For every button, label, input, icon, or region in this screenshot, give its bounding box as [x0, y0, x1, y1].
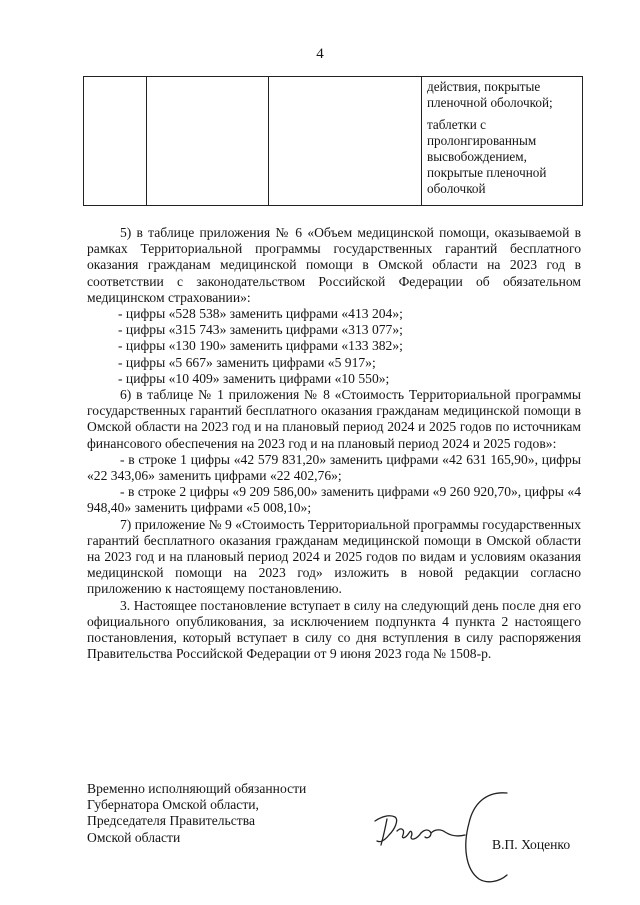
signer-position-line: Председателя Правительства: [87, 813, 255, 829]
paragraph: 5) в таблице приложения № 6 «Объем медицинской помощи, оказываемой в рамках Территориальной программы государственных гарантий бесплатного оказания гражданам медицинской помощи в Омской области на 2023 год в соответствии с законодательством Российской Федерации об обязательном медицинском страховании»:: [87, 225, 581, 305]
list-item: - цифры «10 409» заменить цифрами «10 550»;: [118, 370, 390, 386]
drug-form-text: таблетки с пролонгированным высвобождением, покрытые пленочной оболочкой: [427, 117, 547, 196]
list-item: - цифры «315 743» заменить цифрами «313 077»;: [118, 322, 403, 338]
document-body: [87, 225, 581, 662]
signer-position-line: Губернатора Омской области,: [87, 797, 259, 813]
paragraph: 6) в таблице № 1 приложения № 8 «Стоимость Территориальной программы государственных гарантий бесплатного оказания гражданам медицинской помощи в Омской области на 2023 год и на плановый период 2024 и 2025 годов по источникам финансового обеспечения на 2023 год и на плановый период 2024 и 2025 годов»:: [87, 387, 581, 451]
list-item: - цифры «528 538» заменить цифрами «413 204»;: [118, 306, 403, 322]
list-item: - цифры «130 190» заменить цифрами «133 382»;: [118, 338, 403, 354]
paragraph: 3. Настоящее постановление вступает в силу на следующий день после дня его официального опубликования, за исключением подпункта 4 пункта 2 настоящего постановления, который вступает в силу со дня вступления в силу распоряжения Правительства Российской Федерации от 9 июня 2023 года № 1508-р.: [87, 597, 581, 662]
table-cell-empty-1: [84, 77, 147, 206]
table-cell-drug-forms: [422, 77, 583, 206]
table-cell-empty-3: [269, 77, 422, 206]
signer-position-line: Омской области: [87, 829, 181, 845]
paragraph: - в строке 1 цифры «42 579 831,20» заменить цифрами «42 631 165,90», цифры «22 343,06» заменить цифрами «22 402,76»;: [87, 451, 581, 484]
list-item: - цифры «5 667» заменить цифрами «5 917»;: [118, 354, 376, 370]
page-number: 4: [316, 46, 324, 62]
paragraph: 7) приложение № 9 «Стоимость Территориальной программы государственных гарантий бесплатного оказания гражданам медицинской помощи в Омской области на 2023 год и на плановый период 2024 и 2025 годов по видам и условиям оказания медицинской помощи на 2023 год» изложить в новой редакции согласно приложению к настоящему постановлению.: [87, 516, 581, 597]
signer-name: В.П. Хоценко: [492, 837, 571, 852]
table-cell-empty-2: [147, 77, 269, 206]
paragraph: - в строке 2 цифры «9 209 586,00» заменить цифрами «9 260 920,70», цифры «4 948,40» заменить цифрами «5 008,10»;: [87, 484, 581, 516]
signer-position-line: Временно исполняющий обязанности: [87, 781, 307, 796]
drug-table: [83, 76, 583, 206]
drug-form-text: действия, покрытые пленочной оболочкой;: [427, 79, 553, 110]
signer-position: [87, 781, 306, 846]
